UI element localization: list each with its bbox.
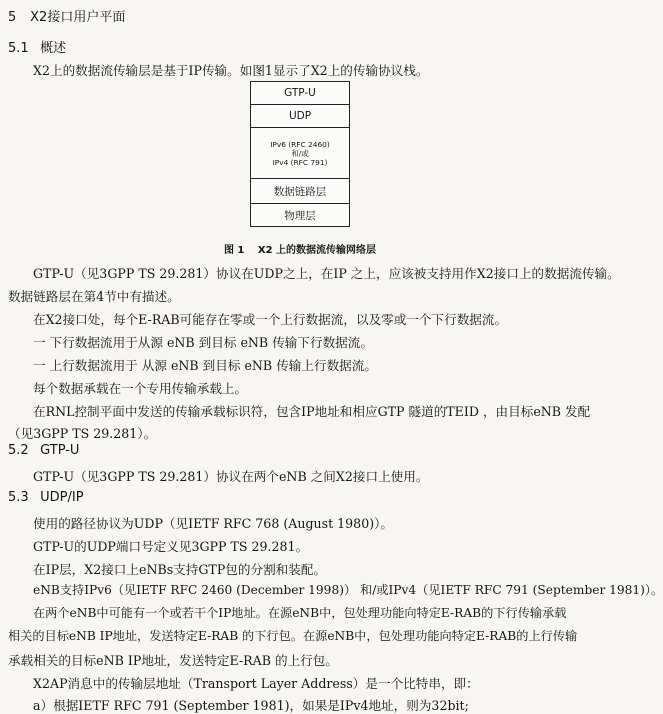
section-5-heading <box>8 6 125 25</box>
paragraph: 在X2接口处，每个E-RAB可能存在零或一个上行数据流，以及零或一个下行数据流。 <box>33 312 508 327</box>
intro-paragraph: X2上的数据流传输层是基于IP传输。如图1显示了X2上的传输协议栈。 <box>33 63 429 78</box>
paragraph: eNB支持IPv6（见IETF RFC 2460 (December 1998)） 和/或IPv4（见IETF RFC 791 (September 1981)）。 <box>33 583 663 597</box>
section-title: 概述 <box>40 41 67 56</box>
paragraph: X2AP消息中的传输层地址（Transport Layer Address）是一个比特串，即： <box>33 676 479 691</box>
stack-layer-data-link: 数据链路层 <box>251 179 349 204</box>
paragraph: 在两个eNB中可能有一个或若干个IP地址。在源eNB中，包处理功能向特定E-RAB的下行传输承载 <box>33 606 567 620</box>
stack-layer-gtpu: GTP-U <box>251 82 349 105</box>
paragraph: （见3GPP TS 29.281）。 <box>8 426 157 441</box>
section-number: 5 <box>8 10 17 25</box>
section-5-1-heading <box>8 37 66 56</box>
ipv4-label: IPv4 (RFC 791) <box>272 157 328 167</box>
section-number: 5.3 <box>8 490 29 505</box>
section-title: UDP/IP <box>40 490 84 505</box>
list-item-a: a）根据IETF RFC 791 (September 1981)，如果是IPv4地址，则为32bit; <box>33 698 469 713</box>
section-title: GTP-U <box>40 443 80 458</box>
section-number: 5.1 <box>8 41 29 56</box>
paragraph: GTP-U的UDP端口号定义见3GPP TS 29.281。 <box>33 539 309 554</box>
paragraph: 承载相关的目标eNB IP地址，发送特定E-RAB 的上行包。 <box>8 653 338 668</box>
paragraph: 在IP层，X2接口上eNBs支持GTP包的分割和装配。 <box>33 562 327 577</box>
section-5-2-heading <box>8 443 79 458</box>
paragraph: GTP-U（见3GPP TS 29.281）协议在两个eNB 之间X2接口上使用。 <box>33 469 429 484</box>
stack-layer-physical: 物理层 <box>284 209 316 222</box>
protocol-stack-diagram <box>250 81 350 227</box>
figure-caption <box>0 241 600 256</box>
paragraph: 数据链路层在第4节中有描述。 <box>8 289 180 304</box>
ipv6-label: IPv6 (RFC 2460) <box>270 139 330 149</box>
paragraph: 每个数据承载在一个专用传输承载上。 <box>33 381 248 396</box>
paragraph: GTP-U（见3GPP TS 29.281）协议在UDP之上，在IP 之上，应该被支持用作X2接口上的数据流传输。 <box>33 266 620 281</box>
and-or-label: 和/或 <box>291 148 309 158</box>
section-title: X2接口用户平面 <box>30 10 126 25</box>
section-5-3-heading <box>8 490 84 505</box>
stack-layer-udp: UDP <box>251 105 349 128</box>
bullet-downlink: 一 下行数据流用于从源 eNB 到目标 eNB 传输下行数据流。 <box>33 335 373 350</box>
paragraph: 使用的路径协议为UDP（见IETF RFC 768 (August 1980)）。 <box>33 516 394 531</box>
section-number: 5.2 <box>8 443 29 458</box>
figure-title: X2 上的数据流传输网络层 <box>257 245 377 256</box>
figure-label: 图 1 <box>223 245 245 256</box>
bullet-uplink: 一 上行数据流用于 从源 eNB 到目标 eNB 传输上行数据流。 <box>33 358 377 373</box>
stack-layer-ip <box>251 128 349 179</box>
paragraph: 在RNL控制平面中发送的传输承载标识符，包含IP地址和相应GTP 隧道的TEID ，由目标eNB 发配 <box>33 404 591 419</box>
paragraph: 相关的目标eNB IP地址，发送特定E-RAB 的下行包。在源eNB中，包处理功能向特定E-RAB的上行传输 <box>8 629 578 643</box>
